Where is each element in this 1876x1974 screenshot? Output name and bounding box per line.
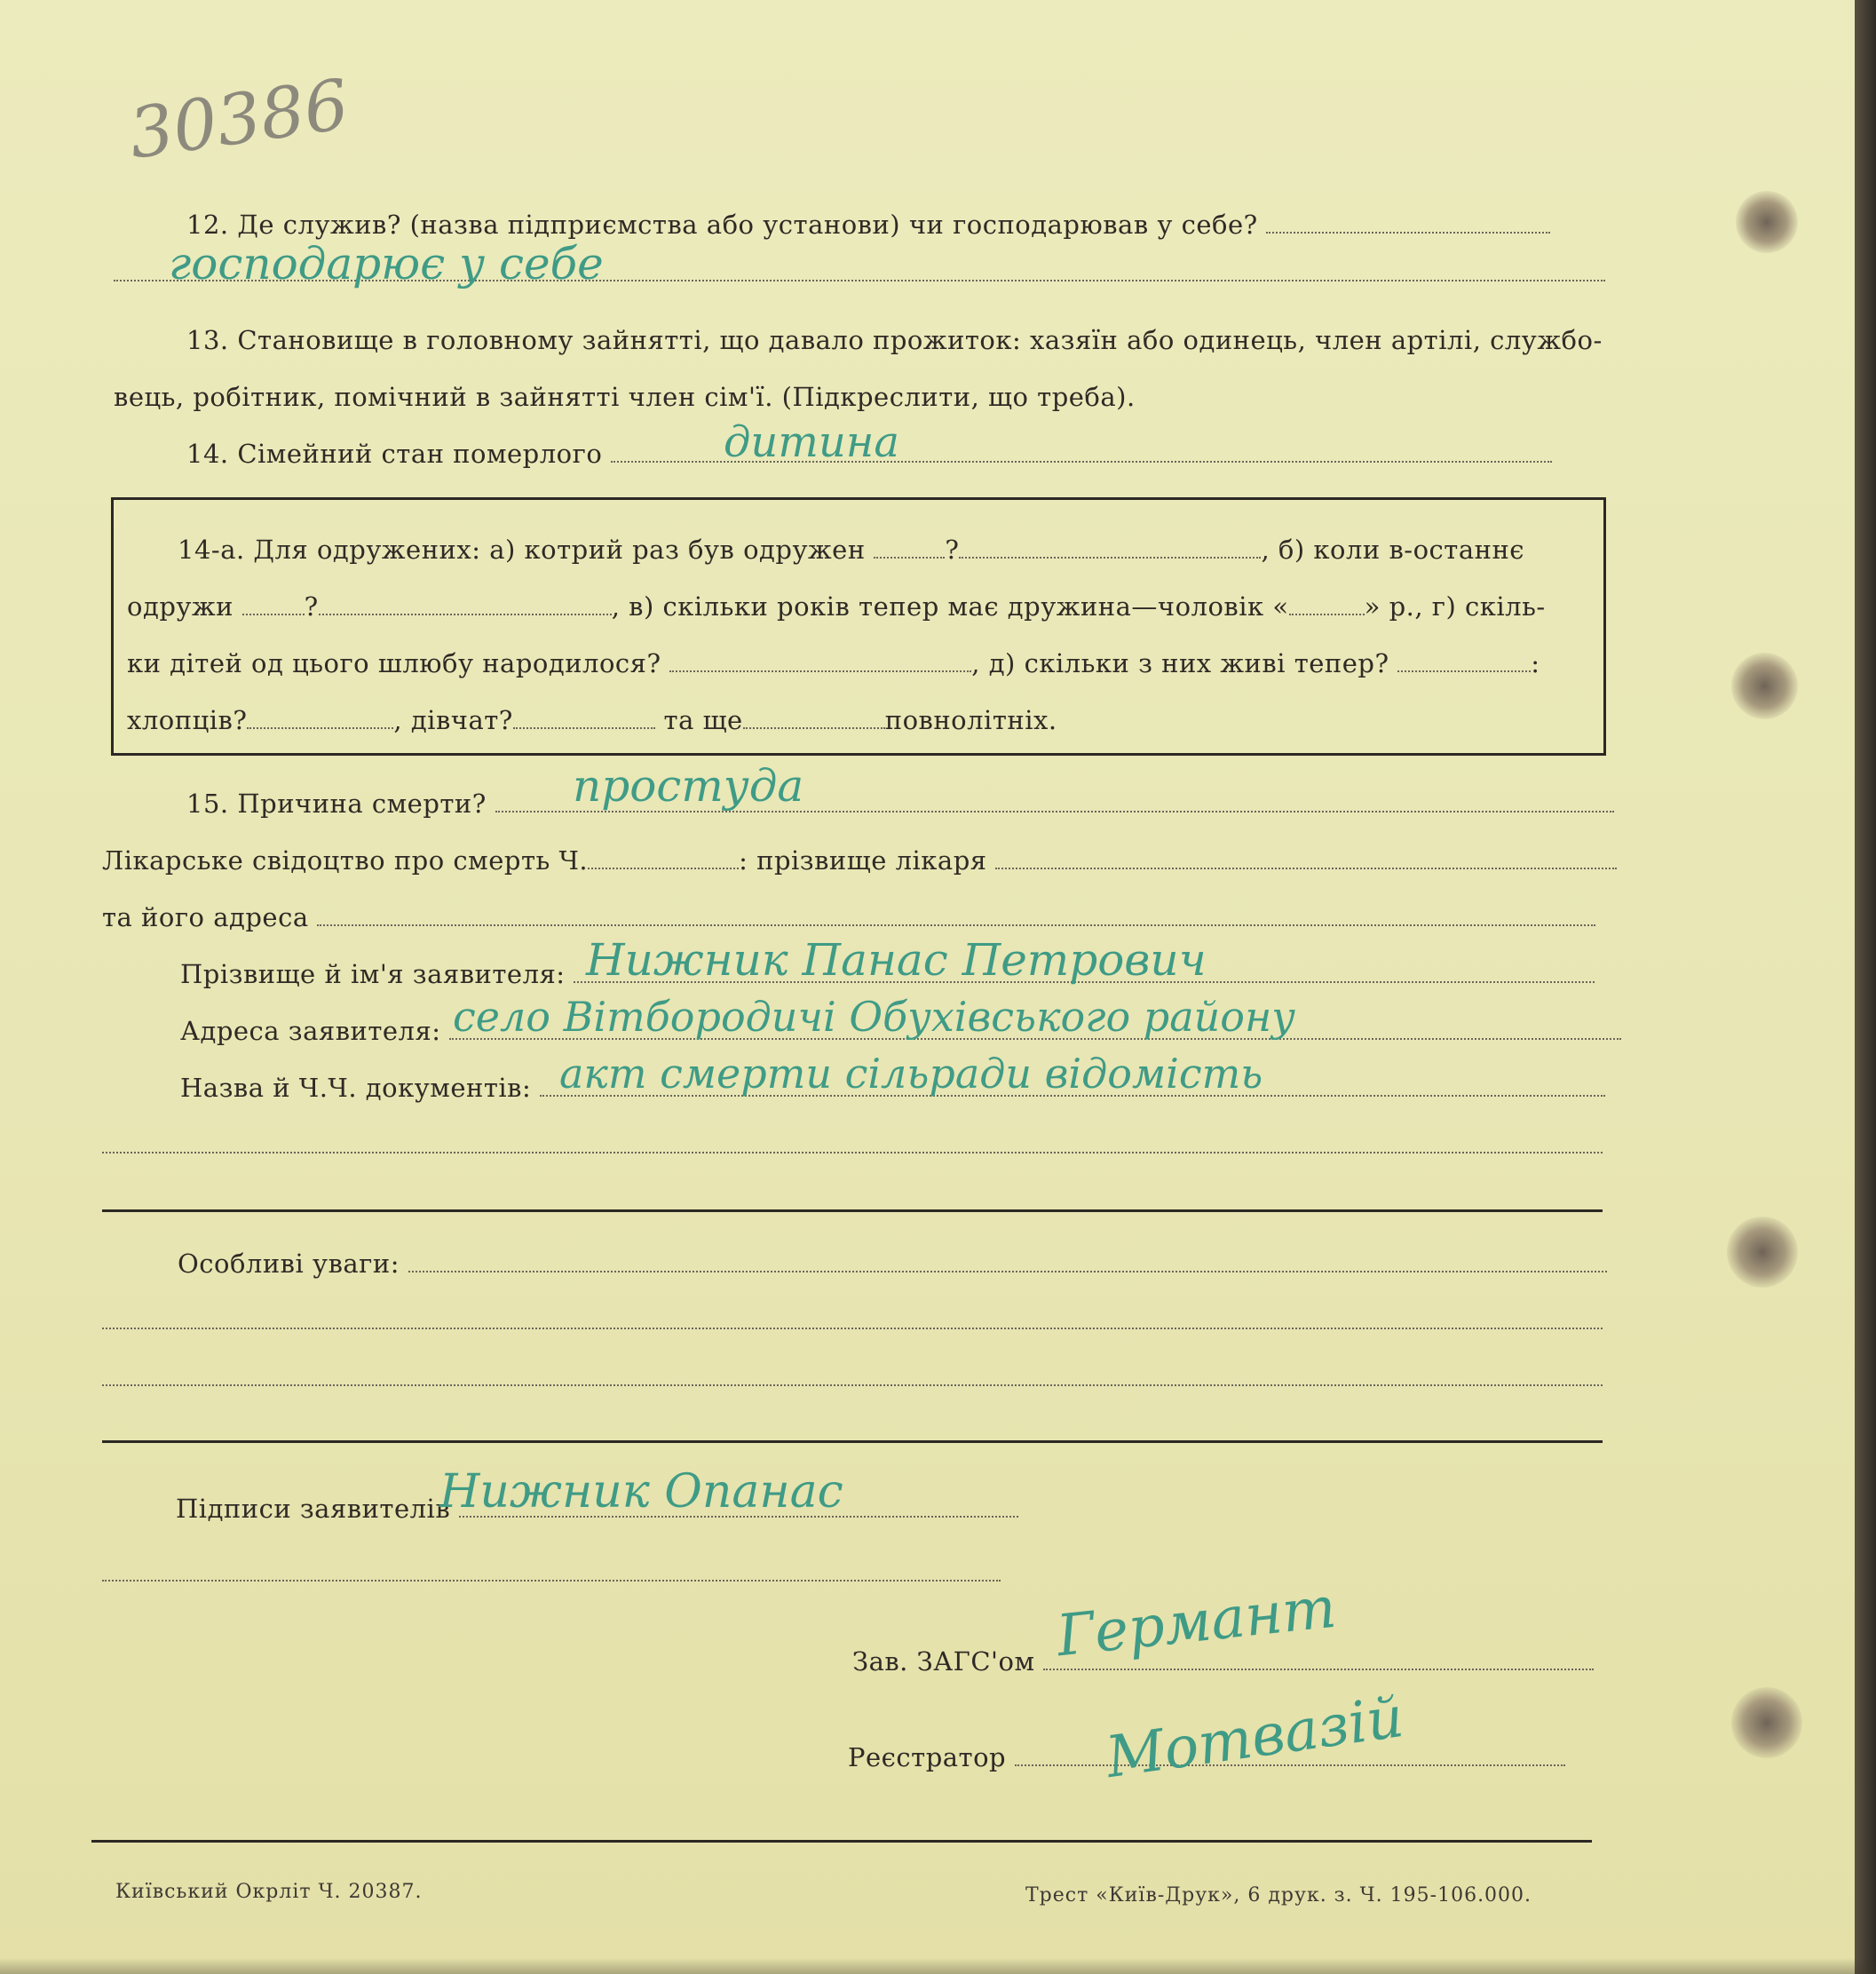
q15-certificate-text: Лікарське свідоцтво про смерть Ч. bbox=[102, 845, 589, 876]
head-label: Зав. ЗАГС'ом bbox=[852, 1646, 1035, 1677]
q15-label-text: 15. Причина смерти? bbox=[186, 789, 487, 819]
applicant-address-label: Адреса заявителя: bbox=[180, 1016, 441, 1046]
q12-label bbox=[186, 210, 1550, 240]
divider-2 bbox=[102, 1440, 1603, 1443]
q14-label-text: 14. Сімейний стан померлого bbox=[186, 439, 603, 469]
page-shadow bbox=[0, 1958, 1876, 1974]
q12-label-text: 12. Де служив? (назва підприємства або установи) чи господарював у себе? bbox=[186, 210, 1258, 240]
q12-answer: господарює у себе bbox=[169, 238, 604, 289]
q14a-line1b: б) коли в-останнє bbox=[1278, 535, 1525, 565]
applicant-name-label: Прізвище й ім'я заявителя: bbox=[180, 959, 566, 989]
q15-doctor: : прізвище лікаря bbox=[739, 845, 987, 876]
applicant-name-value: Нижник Панас Петрович bbox=[586, 934, 1207, 986]
q14a-line2: одружи ? , в) скільки років тепер має дружина—чоловік « » р., г) скіль- bbox=[127, 591, 1546, 622]
q14a-line3b: д) скільки з них живі тепер? bbox=[988, 648, 1389, 678]
q15-answer: простуда bbox=[573, 760, 804, 812]
registrar-label: Реєстратор bbox=[848, 1742, 1007, 1772]
q14a-line4a: хлопців? bbox=[127, 705, 248, 735]
q14a-line3: ки дітей од цього шлюбу народилося? , д) скільки з них живі тепер? : bbox=[127, 648, 1540, 678]
applicant-docs-label: Назва й Ч.Ч. документів: bbox=[180, 1073, 532, 1103]
q14a-line4c: та ще bbox=[663, 705, 743, 735]
q14a-line2b: в) скільки років тепер має дружина—чоловік « bbox=[629, 591, 1289, 622]
applicant-address-value: село Вітбородичі Обухівського району bbox=[453, 993, 1295, 1041]
q14a-line1a: 14-а. Для одружених: а) котрий раз був одружен bbox=[178, 535, 866, 565]
registrar-signature-value: Мотвазій bbox=[1102, 1684, 1408, 1792]
divider-1 bbox=[102, 1209, 1603, 1212]
q14a-line2a: одружи bbox=[127, 591, 234, 622]
q15-certificate bbox=[102, 845, 1617, 876]
q14a-line2c: » р., г) скіль- bbox=[1364, 591, 1546, 622]
applicant-docs-value: акт смерти сільради відомість bbox=[559, 1050, 1263, 1098]
footer-rule bbox=[91, 1840, 1592, 1843]
remarks-label: Особливі уваги: bbox=[178, 1249, 400, 1279]
signatures-label: Підписи заявителів bbox=[176, 1494, 451, 1524]
page-edge bbox=[1855, 0, 1876, 1974]
remarks bbox=[178, 1249, 1607, 1279]
punch-hole bbox=[1727, 1217, 1798, 1288]
q14-answer: дитина bbox=[724, 417, 899, 467]
q15-doctor-address-text: та його адреса bbox=[102, 902, 309, 932]
q14a-line4d: повнолітніх. bbox=[884, 705, 1057, 735]
punch-hole bbox=[1736, 191, 1798, 253]
q13-line1: 13. Становище в головному зайнятті, що давало прожиток: хазяїн або одинець, член артілі, службо- bbox=[186, 325, 1603, 355]
q15-doctor-address bbox=[102, 902, 1595, 932]
punch-hole bbox=[1731, 653, 1798, 719]
q14a-line4b: дівчат? bbox=[410, 705, 513, 735]
q14a-line3a: ки дітей од цього шлюбу народилося? bbox=[127, 648, 661, 678]
signatures-value: Нижник Опанас bbox=[439, 1465, 843, 1518]
punch-hole bbox=[1731, 1687, 1802, 1758]
q14a-line4: хлопців? , дівчат? та ще повнолітніх. bbox=[127, 705, 1057, 735]
head-signature-value: Германт bbox=[1053, 1574, 1340, 1670]
q14a-line1: 14-а. Для одружених: а) котрий раз був одружен ? , б) коли в-останнє bbox=[178, 535, 1525, 565]
footer-right: Трест «Київ-Друк», 6 друк. з. Ч. 195-106.000. bbox=[1025, 1884, 1532, 1907]
footer-left: Київський Окрліт Ч. 20387. bbox=[115, 1881, 423, 1903]
archive-number: 30386 bbox=[123, 65, 354, 175]
q15-label bbox=[186, 789, 1614, 819]
q13-line2: вець, робітник, помічний в зайнятті член сім'ї. (Підкреслити, що треба). bbox=[114, 382, 1136, 412]
